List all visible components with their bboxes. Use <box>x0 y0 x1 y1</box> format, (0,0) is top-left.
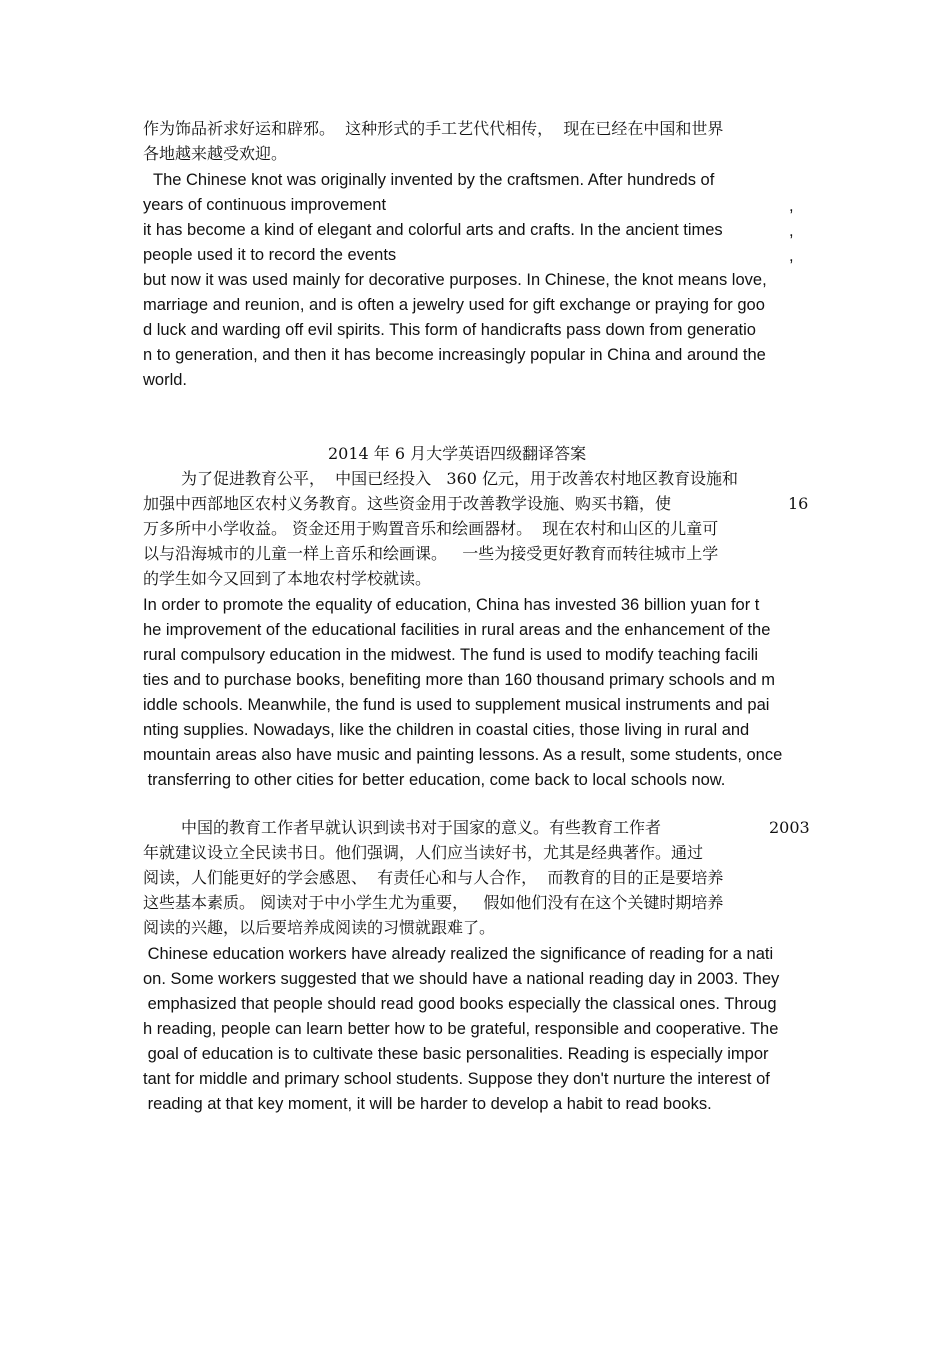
s2-en-line-2: he improvement of the educational facilities in rural areas and the enhancement of the <box>143 621 771 639</box>
s3-en-line-6: tant for middle and primary school students. Suppose they don't nurture the interest of <box>143 1070 770 1088</box>
s1-en-line-2: years of continuous improvement <box>143 196 387 214</box>
s2-en-line-1: In order to promote the equality of education, China has invested 36 billion yuan for t <box>143 596 760 614</box>
s1-zh-line-1: 作为饰品祈求好运和辟邪。 这种形式的手工艺代代相传， 现在已经在中国和世界 <box>143 119 724 138</box>
s3-zh-line-4: 这些基本素质。 阅读对于中小学生尤为重要， 假如他们没有在这个关键时期培养 <box>143 893 724 912</box>
s3-zh-line-1: 中国的教育工作者早就认识到读书对于国家的意义。有些教育工作者 <box>181 818 662 837</box>
s3-zh-line-2: 年就建议设立全民读书日。他们强调，人们应当读好书，尤其是经典著作。通过 <box>143 843 704 862</box>
s1-en-line-1: The Chinese knot was originally invented by the craftsmen. After hundreds of <box>153 171 715 189</box>
s2-en-line-5: iddle schools. Meanwhile, the fund is used to supplement musical instruments and pai <box>143 696 770 714</box>
s3-zh-line-3: 阅读，人们能更好的学会感恩、 有责任心和与人合作， 而教育的目的正是要培养 <box>143 868 724 887</box>
s3-en-line-5: goal of education is to cultivate these basic personalities. Reading is especially impor <box>143 1045 769 1063</box>
s2-en-line-6: nting supplies. Nowadays, like the children in coastal cities, those living in rural and <box>143 721 750 739</box>
s2-zh-line-2: 加强中西部地区农村义务教育。这些资金用于改善教学设施、购买书籍，使 <box>143 494 672 513</box>
s3-en-line-7: reading at that key moment, it will be harder to develop a habit to read books. <box>143 1095 712 1113</box>
s2-zh-line-4: 以与沿海城市的儿童一样上音乐和绘画课。 一些为接受更好教育而转往城市上学 <box>143 544 719 563</box>
section-title: 2014 年 6 月大学英语四级翻译答案 <box>328 444 587 463</box>
s1-en-line-6: marriage and reunion, and is often a jewelry used for gift exchange or praying for goo <box>143 296 765 314</box>
s1-comma-1: , <box>789 197 794 215</box>
s1-en-line-9: world. <box>143 371 188 389</box>
s2-zh-number-16: 16 <box>788 494 809 513</box>
s3-zh-year: 2003 <box>769 818 810 837</box>
s1-en-line-3: it has become a kind of elegant and colorful arts and crafts. In the ancient times <box>143 221 723 239</box>
s1-comma-2: , <box>789 222 794 240</box>
s1-en-line-8: n to generation, and then it has become increasingly popular in China and around the <box>143 346 766 364</box>
s1-en-line-5: but now it was used mainly for decorative purposes. In Chinese, the knot means love, <box>143 271 767 289</box>
s3-en-line-2: on. Some workers suggested that we should have a national reading day in 2003. They <box>143 970 780 988</box>
s2-en-line-8: transferring to other cities for better education, come back to local schools now. <box>143 771 726 789</box>
s2-zh-line-1: 为了促进教育公平， 中国已经投入 360 亿元，用于改善农村地区教育设施和 <box>181 469 739 488</box>
s3-en-line-4: h reading, people can learn better how to be grateful, responsible and cooperative. The <box>143 1020 779 1038</box>
s1-en-line-4: people used it to record the events <box>143 246 397 264</box>
s2-zh-line-3: 万多所中小学收益。 资金还用于购置音乐和绘画器材。 现在农村和山区的儿童可 <box>143 519 719 538</box>
s2-en-line-7: mountain areas also have music and painting lessons. As a result, some students, once <box>143 746 783 764</box>
s2-zh-line-5: 的学生如今又回到了本地农村学校就读。 <box>143 569 432 588</box>
s2-en-line-3: rural compulsory education in the midwest. The fund is used to modify teaching facili <box>143 646 759 664</box>
s1-zh-line-2: 各地越来越受欢迎。 <box>143 144 288 163</box>
s1-en-line-7: d luck and warding off evil spirits. This form of handicrafts pass down from generatio <box>143 321 756 339</box>
s2-en-line-4: ties and to purchase books, benefiting more than 160 thousand primary schools and m <box>143 671 775 689</box>
s3-en-line-3: emphasized that people should read good books especially the classical ones. Throug <box>143 995 777 1013</box>
s1-comma-3: , <box>789 247 794 265</box>
s3-en-line-1: Chinese education workers have already realized the significance of reading for a nati <box>143 945 774 963</box>
s3-zh-line-5: 阅读的兴趣，以后要培养成阅读的习惯就跟难了。 <box>143 918 496 937</box>
